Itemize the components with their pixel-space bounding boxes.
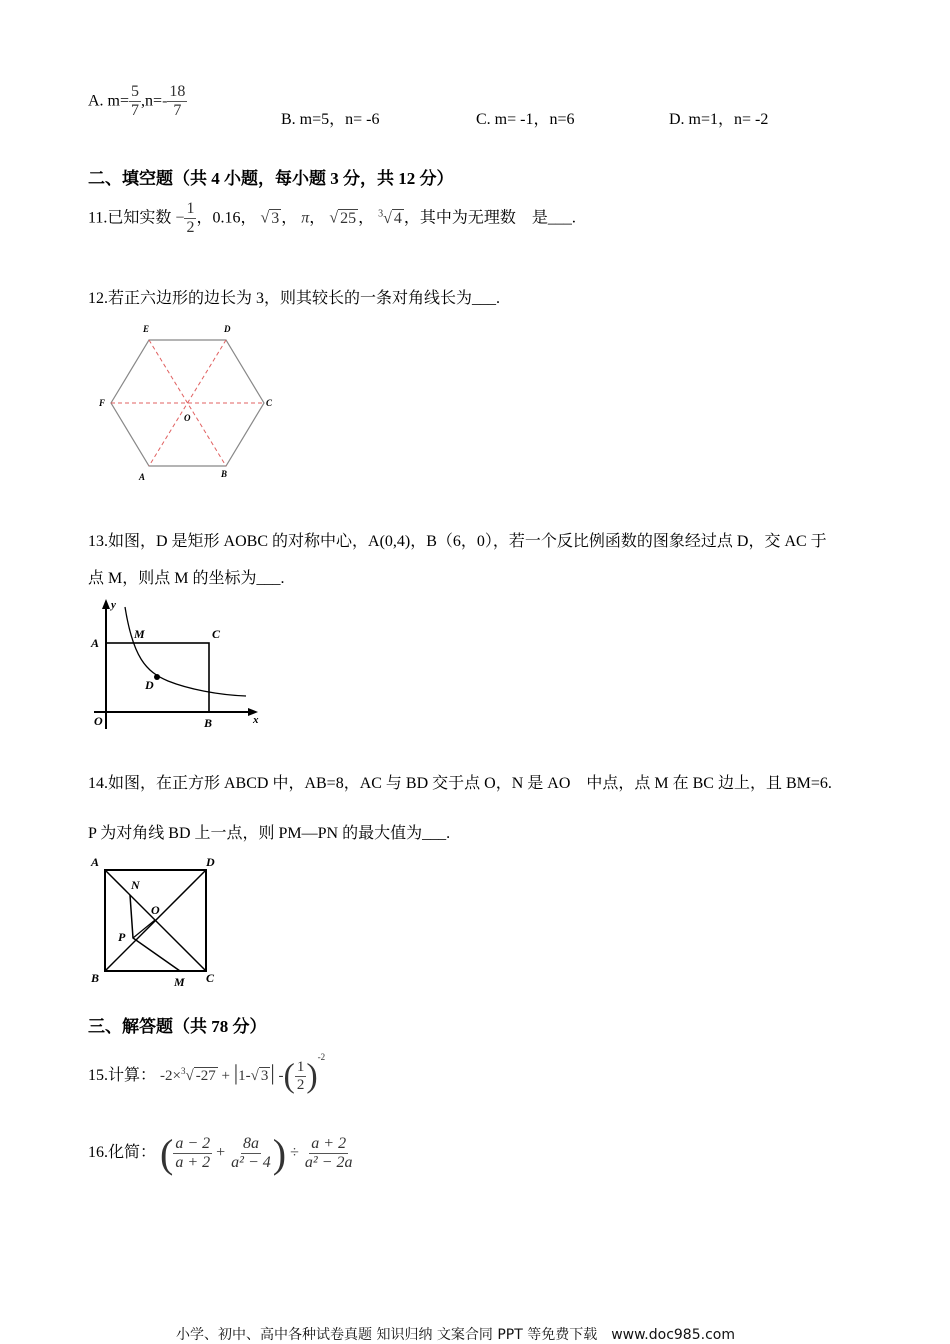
label-n: N	[131, 878, 140, 892]
label-m: M	[174, 975, 185, 989]
section3-title: 三、解答题（共 78 分）	[88, 1017, 267, 1036]
label-c: C	[266, 398, 273, 408]
section2-title: 二、填空题（共 4 小题，每小题 3 分，共 12 分）	[88, 169, 454, 188]
q10-option-b: B. m=5，n= -6	[281, 111, 380, 128]
point-d	[154, 674, 160, 680]
q10-option-c: C. m= -1，n=6	[476, 111, 575, 128]
q14-line2: P 为对角线 BD 上一点，则 PM—PN 的最大值为___.	[88, 825, 451, 842]
q13-line2: 点 M，则点 M 的坐标为___.	[88, 570, 285, 587]
q10-option-d: D. m=1，n= -2	[669, 111, 769, 128]
label-b: B	[221, 469, 228, 479]
q13-graph-figure	[88, 597, 273, 734]
label-o: O	[184, 413, 191, 423]
q14-square-figure	[88, 852, 228, 992]
label-x: x	[253, 714, 259, 726]
q11-text: 11.已知实数 − $\frac{1}{2}$ ，0.16， √ 3 ， π， √ 25 ， $^3$√ 4 ，其中为无理数 是___.	[88, 200, 576, 237]
label-m: M	[134, 627, 145, 641]
q10-option-a: A. m= $\frac{5}{7}$ ,n=- $\frac{18}{7}$	[88, 83, 186, 120]
label-c: C	[206, 971, 215, 985]
label-d: D	[145, 678, 154, 692]
label-f: F	[99, 398, 106, 408]
label-b: B	[91, 971, 100, 985]
label-a: A	[139, 472, 146, 482]
label-e: E	[143, 324, 150, 334]
q13-line1: 13.如图，D 是矩形 AOBC 的对称中心，A(0,4)，B（6，0），若一个反比例函数的图象经过点 D，交 AC 于	[88, 533, 827, 550]
label-y: y	[111, 599, 116, 611]
label-a: A	[91, 855, 100, 869]
label-b: B	[204, 716, 213, 730]
q14-line1: 14.如图，在正方形 ABCD 中，AB=8，AC 与 BD 交于点 O，N 是 AO 中点，点 M 在 BC 边上，且 BM=6.	[88, 775, 832, 792]
label-d: D	[224, 324, 231, 334]
label-p: P	[118, 930, 126, 944]
q12-text: 12.若正六边形的边长为 3，则其较长的一条对角线长为___.	[88, 290, 501, 307]
page-footer: 小学、初中、高中各种试卷真题 知识归纳 文案合同 PPT 等免费下载 www.doc985.com	[176, 1327, 735, 1343]
q16-text: 16.化简： ( $\frac{a - 2}{a + 2}$ + $\frac{8a}{\text{a² − 4}}$ ) ÷ $\frac{a + 2}{\text{a² − 2a}}$	[88, 1131, 353, 1176]
segment-p-o	[133, 920, 155, 938]
q15-text: 15.计算： -2×$^3$√ -27 + |1-√ 3| -( $\frac{1}{2}$ )$^{-2}$	[88, 1052, 326, 1095]
q12-hexagon-figure	[90, 318, 290, 488]
label-a: A	[91, 636, 100, 650]
label-d: D	[206, 855, 215, 869]
label-o: O	[94, 714, 103, 728]
inverse-proportion-curve	[125, 607, 246, 696]
label-c: C	[212, 627, 221, 641]
label-o: O	[151, 903, 160, 917]
